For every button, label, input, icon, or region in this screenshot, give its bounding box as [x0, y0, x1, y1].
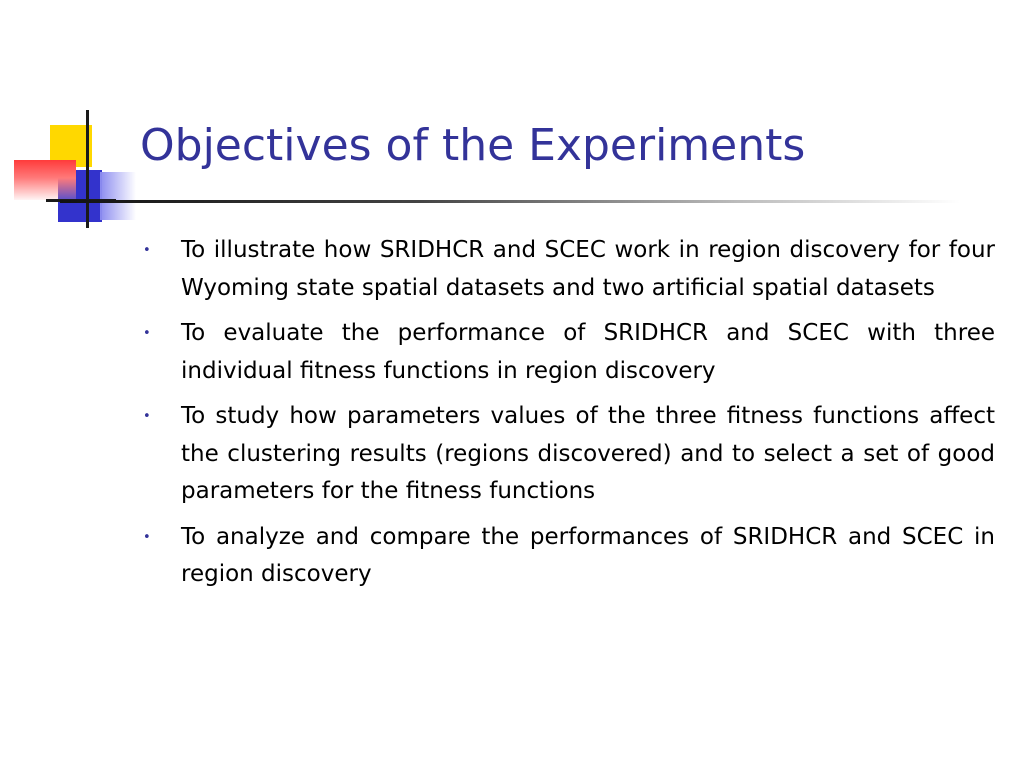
bullet-text: To illustrate how SRIDHCR and SCEC work in region discovery for four Wyoming state spatial datasets and two artificial spatial datasets	[181, 237, 995, 301]
blue-fade	[100, 172, 136, 220]
bullet-icon: •	[143, 326, 151, 341]
slide-title: Objectives of the Experiments	[140, 120, 806, 171]
bullet-icon: •	[143, 243, 151, 258]
title-underline	[60, 200, 960, 203]
red-gradient-bar	[14, 160, 76, 200]
bullet-text: To study how parameters values of the three fitness functions affect the clustering results (regions discovered) and to select a set of good parameters for the fitness functions	[181, 403, 995, 504]
bullet-text: To evaluate the performance of SRIDHCR and SCEC with three individual fitness functions in region discovery	[181, 320, 995, 384]
bullet-item	[140, 232, 995, 307]
bullet-icon: •	[143, 529, 151, 545]
decorative-logo-block	[0, 100, 160, 240]
bullet-list	[140, 232, 995, 602]
bullet-item	[140, 315, 995, 390]
vertical-line	[86, 110, 89, 228]
bullet-text: To analyze and compare the performances of SRIDHCR and SCEC in region discovery	[181, 523, 995, 587]
bullet-icon: •	[143, 409, 151, 424]
bullet-item	[140, 519, 995, 594]
bullet-item	[140, 398, 995, 511]
